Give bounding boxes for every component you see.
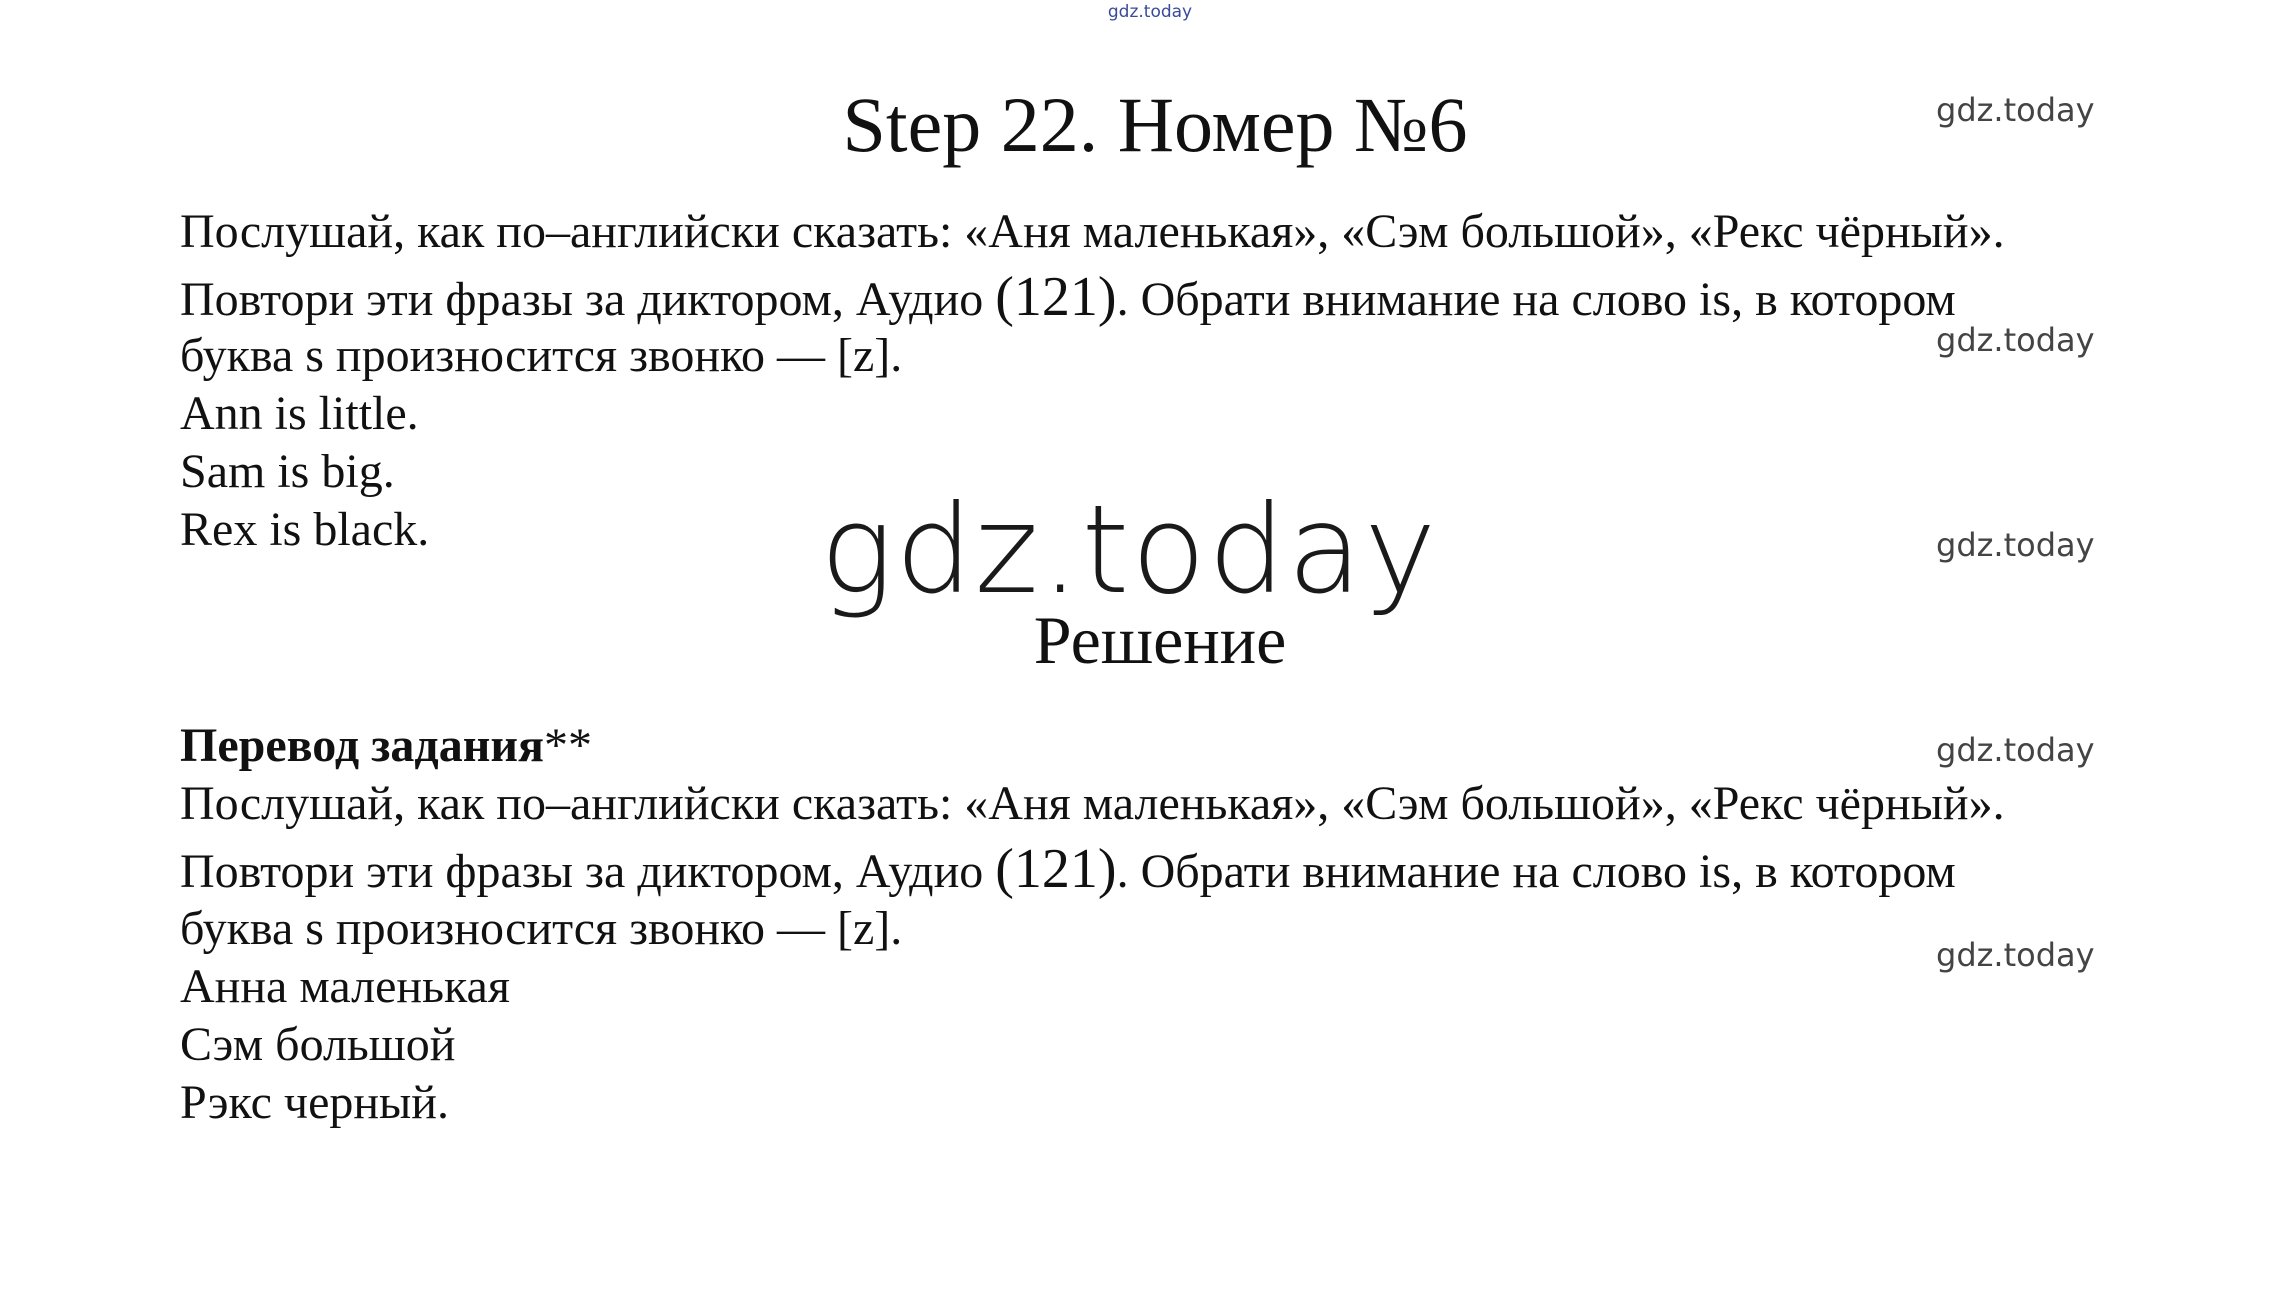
solution-heading: Решение [1033, 602, 1287, 678]
phrase-line: Sam is big. [180, 445, 395, 498]
task-text-line [180, 268, 1956, 329]
audio-number: (121) [995, 838, 1117, 900]
task-text-part: Повтори эти фразы за диктором, Аудио [180, 273, 996, 326]
task-text-line: буква s произносится звонко — [z]. [180, 329, 903, 382]
translated-phrase: Рэкс черный. [180, 1076, 449, 1129]
translated-phrase: Сэм большой [180, 1018, 456, 1071]
translation-heading [180, 717, 592, 775]
watermark-side: gdz.today [1936, 321, 2095, 359]
watermark-top: gdz.today [1107, 2, 1193, 22]
watermark-side: gdz.today [1936, 936, 2095, 974]
task-text-line: Послушай, как по–английски сказать: «Аня маленькая», «Сэм большой», «Рекс чёрный». [180, 205, 2005, 258]
translation-heading-text: Перевод задания [180, 719, 544, 772]
translated-phrase: Анна маленькая [180, 960, 510, 1013]
watermark-logo: gdz.today [820, 479, 1439, 621]
translation-text-line: буква s произносится звонко — [z]. [180, 902, 903, 955]
phrase-line: Rex is black. [180, 503, 430, 556]
translation-text-part: . Обрати внимание на слово is, в котором [1116, 845, 1956, 898]
translation-text-line: Послушай, как по–английски сказать: «Аня маленькая», «Сэм большой», «Рекс чёрный». [180, 777, 2005, 830]
task-text-part: . Обрати внимание на слово is, в котором [1116, 273, 1956, 326]
watermark-side: gdz.today [1936, 91, 2095, 129]
audio-number: (121) [995, 266, 1117, 328]
watermark-side: gdz.today [1936, 731, 2095, 769]
translation-text-part: Повтори эти фразы за диктором, Аудио [180, 845, 996, 898]
page-title: Step 22. Номер №6 [842, 81, 1468, 168]
watermark-side: gdz.today [1936, 526, 2095, 564]
translation-heading-suffix: ** [543, 719, 592, 772]
phrase-line: Ann is little. [180, 387, 419, 440]
translation-text-line [180, 840, 1956, 901]
